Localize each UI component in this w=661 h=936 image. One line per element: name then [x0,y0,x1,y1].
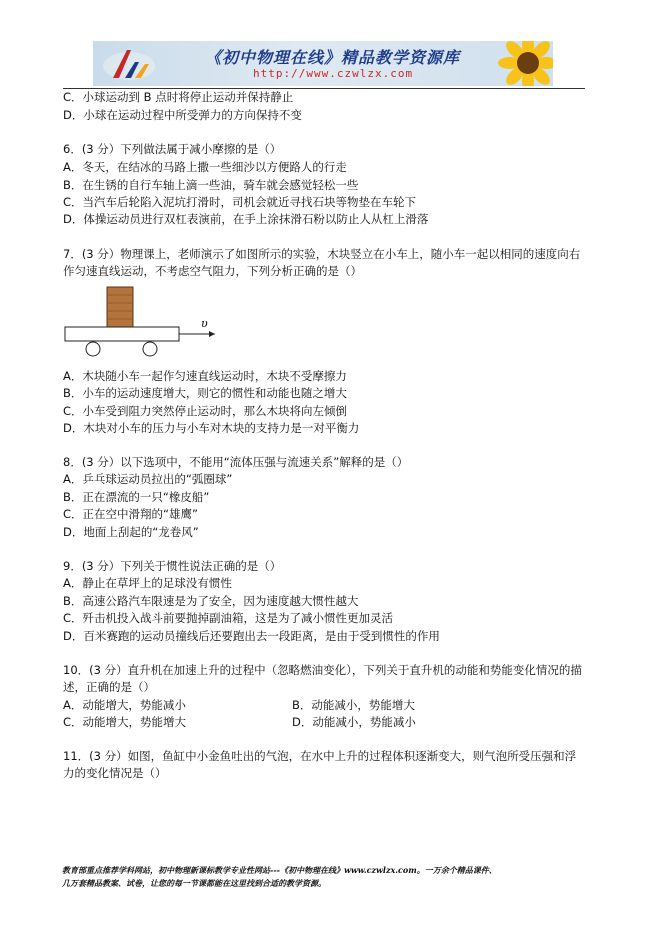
banner-url: http://www.czwlzx.com [253,67,414,80]
q7-stem-line2: 作匀速直线运动，不考虑空气阻力，下列分析正确的是（） [63,264,362,278]
cart-wheel-right [143,342,157,356]
q8-option-d: D．地面上刮起的“龙卷风” [63,525,199,539]
q6-option-c: C．当汽车后轮陷入泥坑打滑时，司机会就近寻找石块等物垫在车轮下 [63,195,417,209]
q8-option-c: C．正在空中滑翔的“雄鹰” [63,507,198,521]
q9-stem: 9．(3 分）下列关于惯性说法正确的是（） [63,559,282,573]
footer-line2: 几万套精品教案、试卷，让您的每一节课都能在这里找到合适的教学资源。 [62,878,326,888]
q6-option-b: B．在生锈的自行车轴上滴一些油，骑车就会感觉轻松一些 [63,178,359,192]
site-banner [93,41,553,86]
cart-wheel-left [86,342,100,356]
q10-option-a: A．动能增大，势能减小 [63,698,186,712]
q6-option-a: A．冬天，在结冰的马路上撒一些细沙以方便路人的行走 [63,160,347,174]
q11-stem-line2: 力的变化情况是（） [63,766,167,780]
q8-option-a: A．乒乓球运动员拉出的“弧圈球” [63,472,233,486]
header-rule [63,88,585,89]
q10-option-d: D．动能减小，势能减小 [292,715,416,729]
q9-option-a: A．静止在草坪上的足球没有惯性 [63,576,232,590]
wooden-block [107,287,133,327]
q9-option-c: C．歼击机投入战斗前要抛掉副油箱，这是为了减小惯性更加灵活 [63,611,394,625]
q10-option-c: C．动能增大，势能增大 [63,715,187,729]
q8-option-b: B．正在漂流的一只“橡皮船” [63,490,210,504]
q9-option-d: D．百米赛跑的运动员撞线后还要跑出去一段距离，是由于受到惯性的作用 [63,629,440,643]
velocity-label: υ [201,317,208,330]
footer-line1: 教育部重点推荐学科网站，初中物理新课标教学专业性网站---《初中物理在线》www.czwlzx.com。一万余个精品课件、 [62,865,497,875]
q8-stem: 8．(3 分）以下选项中，不能用“流体压强与流速关系”解释的是（） [63,455,409,469]
q11-stem-line1: 11．(3 分）如图，鱼缸中小金鱼吐出的气泡，在水中上升的过程体积逐渐变大，则气泡所受压强和浮 [63,749,577,763]
q5-option-d: D．小球在运动过程中所受弹力的方向保持不变 [63,108,302,122]
q5-option-c: C．小球运动到 B 点时将停止运动并保持静止 [63,90,294,104]
cart-body [65,327,179,341]
q7-option-b: B．小车的运动速度增大，则它的惯性和动能也随之增大 [63,386,347,400]
q7-option-d: D．木块对小车的压力与小车对木块的支持力是一对平衡力 [63,421,360,435]
q7-option-a: A．木块随小车一起作匀速直线运动时，木块不受摩擦力 [63,369,347,383]
q7-option-c: C．小车受到阻力突然停止运动时，那么木块将向左倾倒 [63,404,348,418]
q7-stem-line1: 7．(3 分）物理课上，老师演示了如图所示的实验，木块竖立在小车上，随小车一起以相同的速度向右 [63,247,581,261]
q10-stem-line2: 述，正确的是（） [63,680,155,694]
q6-option-d: D．体操运动员进行双杠表演前，在手上涂抹滑石粉以防止人从杠上滑落 [63,212,429,226]
sunflower-icon [498,41,553,86]
banner-title: 《初中物理在线》精品教学资源库 [205,48,461,67]
q10-option-b: B．动能减小，势能增大 [292,698,415,712]
cart-block-figure [62,283,222,361]
q6-stem: 6．(3 分）下列做法属于减小摩擦的是（） [63,142,282,156]
q10-stem-line1: 10．(3 分）直升机在加速上升的过程中（忽略燃油变化），下列关于直升机的动能和势能变化情况的描 [63,663,582,677]
q9-option-b: B．高速公路汽车限速是为了安全，因为速度越大惯性越大 [63,594,359,608]
site-logo [99,44,159,84]
